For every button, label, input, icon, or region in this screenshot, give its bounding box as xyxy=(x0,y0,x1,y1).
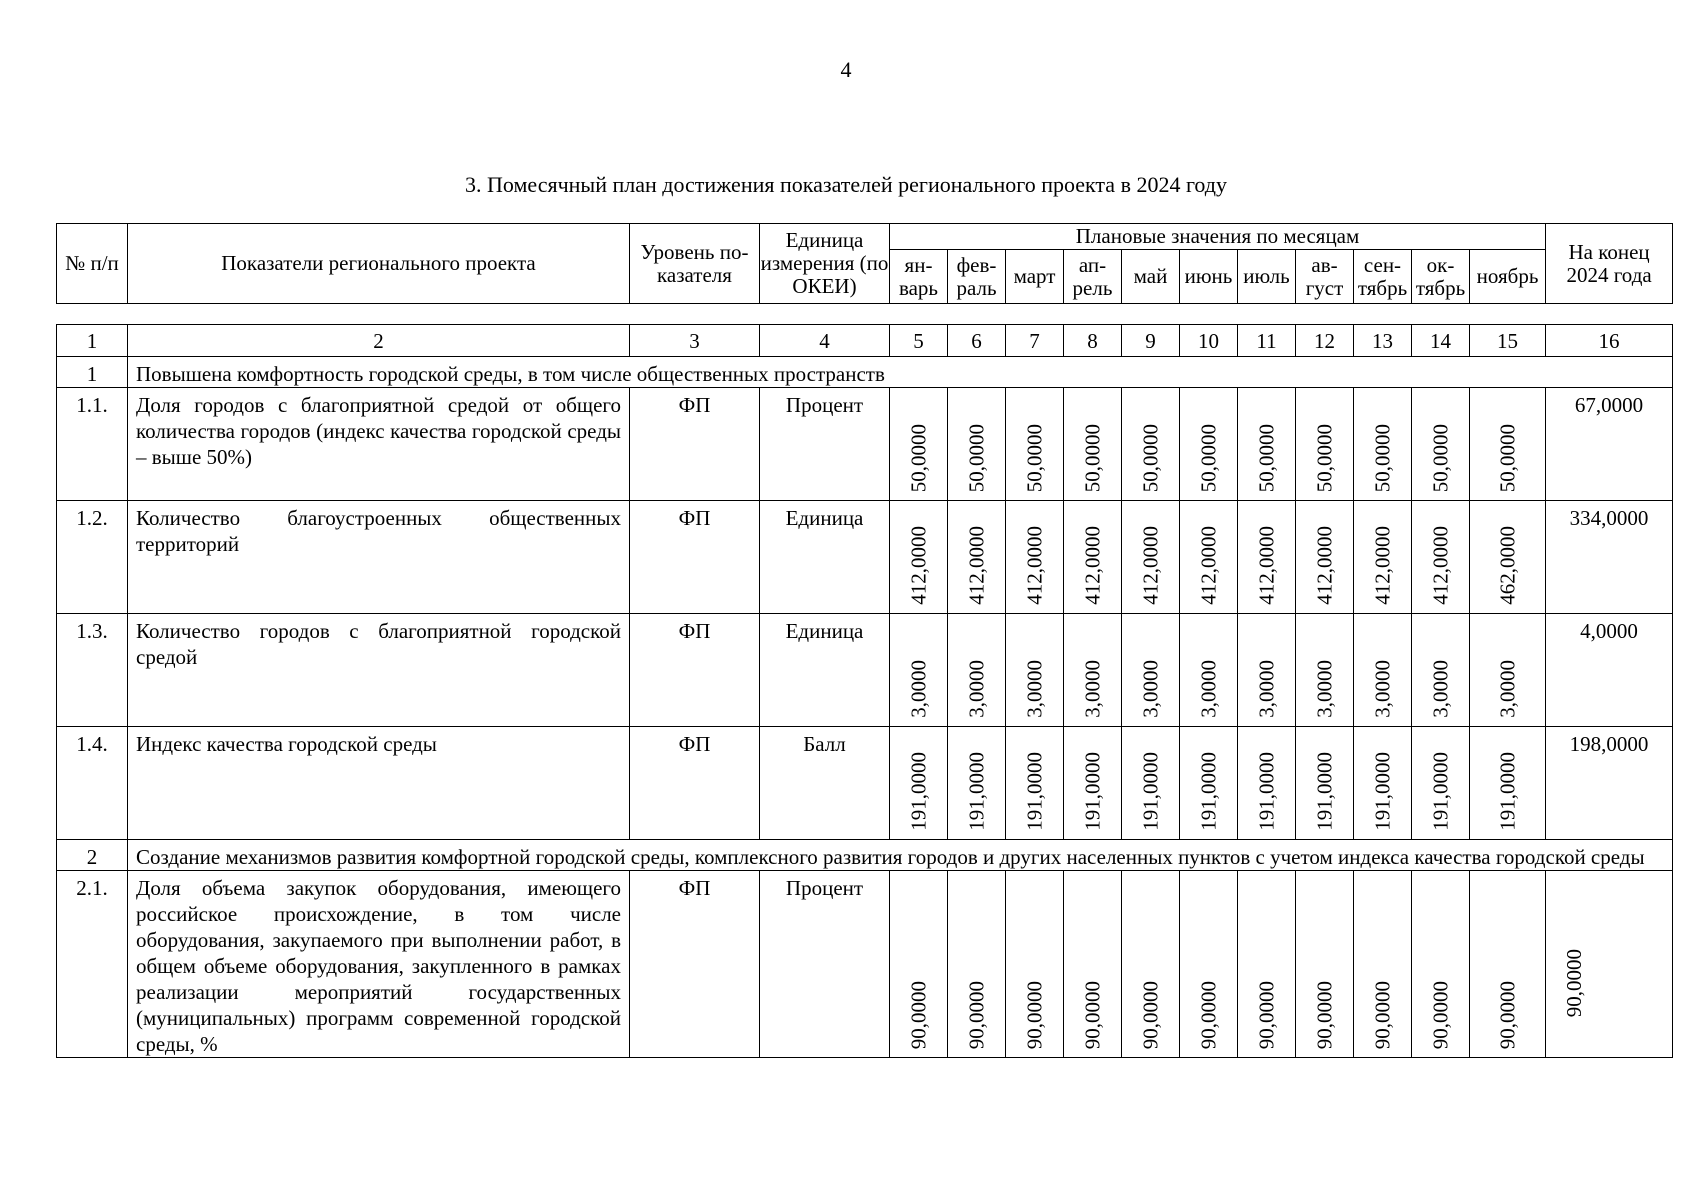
month-value-text: 50,0000 xyxy=(964,423,988,492)
month-value-text: 3,0000 xyxy=(1428,660,1452,718)
month-value-text: 3,0000 xyxy=(1196,660,1220,718)
month-value xyxy=(1064,614,1122,727)
month-value-text: 412,0000 xyxy=(1312,526,1336,605)
month-value xyxy=(1238,614,1296,727)
month-value xyxy=(948,871,1006,1058)
column-number: 8 xyxy=(1064,325,1122,357)
month-value-text: 3,0000 xyxy=(906,660,930,718)
month-value xyxy=(1180,388,1238,501)
month-value xyxy=(1412,614,1470,727)
month-value xyxy=(1354,501,1412,614)
month-value xyxy=(890,727,948,840)
header-month: март xyxy=(1006,250,1064,304)
month-value xyxy=(1296,388,1354,501)
month-value xyxy=(948,501,1006,614)
month-value xyxy=(1180,501,1238,614)
month-value xyxy=(1354,388,1412,501)
column-number: 2 xyxy=(128,325,630,357)
month-value xyxy=(1006,614,1064,727)
month-value-text: 412,0000 xyxy=(964,526,988,605)
header-month: май xyxy=(1122,250,1180,304)
header-month: фев- раль xyxy=(948,250,1006,304)
column-number: 16 xyxy=(1546,325,1673,357)
indicator-unit: Единица xyxy=(760,614,890,727)
month-value xyxy=(1180,614,1238,727)
indicator-name: Доля объема закупок оборудования, имеющего российское происхождение, в том числе оборудования, закупаемого при выполнении работ, в общем объеме оборудования, закупленного в рамках реализации мероприятий государственных (муниципальных) программ современной городской среды, % xyxy=(128,871,630,1058)
month-value-text: 90,0000 xyxy=(906,980,930,1049)
month-value xyxy=(1470,388,1546,501)
month-value xyxy=(1238,388,1296,501)
month-value-text: 191,0000 xyxy=(1022,752,1046,831)
end-year-value: 198,0000 xyxy=(1546,727,1673,840)
row-number: 1.1. xyxy=(57,388,128,501)
month-value-text: 191,0000 xyxy=(906,752,930,831)
month-value-text: 90,0000 xyxy=(964,980,988,1049)
table-header xyxy=(56,223,1673,304)
indicator-level: ФП xyxy=(630,614,760,727)
month-value xyxy=(890,614,948,727)
month-value-text: 3,0000 xyxy=(1370,660,1394,718)
table-row xyxy=(57,871,1673,1058)
month-value-text: 412,0000 xyxy=(1428,526,1452,605)
month-value-text: 50,0000 xyxy=(1428,423,1452,492)
column-number: 13 xyxy=(1354,325,1412,357)
month-value-text: 191,0000 xyxy=(1495,752,1519,831)
indicator-name: Индекс качества городской среды xyxy=(128,727,630,840)
month-value xyxy=(1122,871,1180,1058)
month-value-text: 50,0000 xyxy=(1138,423,1162,492)
month-value-text: 90,0000 xyxy=(1138,980,1162,1049)
month-value-text: 50,0000 xyxy=(1196,423,1220,492)
page-number: 4 xyxy=(840,57,852,82)
month-value-text: 191,0000 xyxy=(1428,752,1452,831)
indicator-unit: Единица xyxy=(760,501,890,614)
month-value-text: 412,0000 xyxy=(1022,526,1046,605)
month-value xyxy=(1470,501,1546,614)
header-month: июнь xyxy=(1180,250,1238,304)
month-value xyxy=(1122,727,1180,840)
month-value-text: 191,0000 xyxy=(1138,752,1162,831)
row-number: 1.3. xyxy=(57,614,128,727)
month-value xyxy=(1064,388,1122,501)
month-value xyxy=(890,871,948,1058)
section-row xyxy=(57,357,1673,388)
indicator-name: Количество городов с благоприятной городской средой xyxy=(128,614,630,727)
indicator-unit: Балл xyxy=(760,727,890,840)
column-number: 4 xyxy=(760,325,890,357)
month-value-text: 90,0000 xyxy=(1428,980,1452,1049)
end-year-value: 4,0000 xyxy=(1546,614,1673,727)
month-value xyxy=(1296,871,1354,1058)
month-value xyxy=(890,501,948,614)
month-value xyxy=(1412,727,1470,840)
row-number: 1.2. xyxy=(57,501,128,614)
month-value xyxy=(1064,501,1122,614)
end-year-value: 334,0000 xyxy=(1546,501,1673,614)
indicators-table xyxy=(56,324,1673,1058)
month-value-text: 50,0000 xyxy=(1370,423,1394,492)
column-number: 14 xyxy=(1412,325,1470,357)
month-value-text: 50,0000 xyxy=(1495,423,1519,492)
column-number: 1 xyxy=(57,325,128,357)
month-value xyxy=(1180,871,1238,1058)
column-number: 11 xyxy=(1238,325,1296,357)
section-title: Создание механизмов развития комфортной городской среды, комплексного развития городов и других населенных пунктов с учетом индекса качества городской среды xyxy=(128,840,1673,871)
indicator-unit: Процент xyxy=(760,388,890,501)
month-value-text: 3,0000 xyxy=(1495,660,1519,718)
month-value xyxy=(1064,727,1122,840)
month-value xyxy=(1122,614,1180,727)
indicator-unit: Процент xyxy=(760,871,890,1058)
month-value xyxy=(1238,501,1296,614)
month-value xyxy=(948,727,1006,840)
month-value-text: 191,0000 xyxy=(1312,752,1336,831)
month-value-text: 50,0000 xyxy=(1312,423,1336,492)
month-value-text: 3,0000 xyxy=(964,660,988,718)
header-month: ноябрь xyxy=(1470,250,1546,304)
month-value xyxy=(1006,727,1064,840)
month-value-text: 191,0000 xyxy=(1254,752,1278,831)
month-value-text: 412,0000 xyxy=(1370,526,1394,605)
indicator-name: Доля городов с благоприятной средой от общего количества городов (индекс качества городской среды – выше 50%) xyxy=(128,388,630,501)
column-number: 5 xyxy=(890,325,948,357)
month-value-text: 90,0000 xyxy=(1312,980,1336,1049)
month-value-text: 412,0000 xyxy=(1080,526,1104,605)
indicator-level: ФП xyxy=(630,727,760,840)
month-value xyxy=(1238,871,1296,1058)
section-title: Повышена комфортность городской среды, в том числе общественных пространств xyxy=(128,357,1673,388)
month-value-text: 3,0000 xyxy=(1138,660,1162,718)
column-number: 9 xyxy=(1122,325,1180,357)
header-unit: Единица измерения (по ОКЕИ) xyxy=(760,224,890,304)
month-value-text: 412,0000 xyxy=(1254,526,1278,605)
month-value xyxy=(948,614,1006,727)
header-plan: Плановые значения по месяцам xyxy=(890,224,1546,250)
row-number: 1.4. xyxy=(57,727,128,840)
month-value xyxy=(1470,871,1546,1058)
month-value-text: 191,0000 xyxy=(1080,752,1104,831)
month-value xyxy=(1412,871,1470,1058)
month-value xyxy=(1354,871,1412,1058)
month-value xyxy=(1180,727,1238,840)
header-month: июль xyxy=(1238,250,1296,304)
indicator-name: Количество благоустроенных общественных территорий xyxy=(128,501,630,614)
month-value-text: 50,0000 xyxy=(906,423,930,492)
month-value xyxy=(1238,727,1296,840)
month-value xyxy=(1006,871,1064,1058)
month-value-text: 50,0000 xyxy=(1080,423,1104,492)
header-num: № п/п xyxy=(57,224,128,304)
month-value-text: 90,0000 xyxy=(1370,980,1394,1049)
header-month: ок- тябрь xyxy=(1412,250,1470,304)
header-month: ап- рель xyxy=(1064,250,1122,304)
month-value xyxy=(1006,388,1064,501)
month-value xyxy=(1470,614,1546,727)
month-value-text: 90,0000 xyxy=(1080,980,1104,1049)
month-value-text: 3,0000 xyxy=(1312,660,1336,718)
month-value xyxy=(1412,501,1470,614)
page-title: 3. Помесячный план достижения показателей регионального проекта в 2024 году xyxy=(464,172,1227,197)
month-value-text: 191,0000 xyxy=(964,752,988,831)
month-value-text: 3,0000 xyxy=(1080,660,1104,718)
header-end-year: На конец 2024 года xyxy=(1546,224,1673,304)
table-row xyxy=(57,727,1673,840)
month-value xyxy=(948,388,1006,501)
column-number: 6 xyxy=(948,325,1006,357)
month-value xyxy=(1296,727,1354,840)
header-month: ян- варь xyxy=(890,250,948,304)
table-row xyxy=(57,614,1673,727)
header-month: сен- тябрь xyxy=(1354,250,1412,304)
month-value-text: 50,0000 xyxy=(1254,423,1278,492)
section-number: 1 xyxy=(57,357,128,388)
month-value xyxy=(1122,501,1180,614)
month-value xyxy=(1064,871,1122,1058)
month-value-text: 90,0000 xyxy=(1495,980,1519,1049)
indicator-level: ФП xyxy=(630,388,760,501)
row-number: 2.1. xyxy=(57,871,128,1058)
month-value-text: 191,0000 xyxy=(1196,752,1220,831)
month-value xyxy=(890,388,948,501)
month-value xyxy=(1354,727,1412,840)
section-row xyxy=(57,840,1673,871)
month-value-text: 412,0000 xyxy=(1196,526,1220,605)
month-value xyxy=(1412,388,1470,501)
month-value xyxy=(1122,388,1180,501)
header-indicators: Показатели регионального проекта xyxy=(128,224,630,304)
month-value-text: 90,0000 xyxy=(1196,980,1220,1049)
column-number: 15 xyxy=(1470,325,1546,357)
header-month: ав- густ xyxy=(1296,250,1354,304)
column-number: 7 xyxy=(1006,325,1064,357)
end-year-value xyxy=(1546,871,1673,1058)
column-number: 3 xyxy=(630,325,760,357)
table-row xyxy=(57,388,1673,501)
month-value-text: 462,0000 xyxy=(1495,526,1519,605)
indicator-level: ФП xyxy=(630,871,760,1058)
month-value-text: 412,0000 xyxy=(1138,526,1162,605)
header-level: Уровень по-казателя xyxy=(630,224,760,304)
month-value-text: 3,0000 xyxy=(1254,660,1278,718)
month-value-text: 50,0000 xyxy=(1022,423,1046,492)
month-value-text: 191,0000 xyxy=(1370,752,1394,831)
indicator-level: ФП xyxy=(630,501,760,614)
month-value xyxy=(1470,727,1546,840)
month-value-text: 412,0000 xyxy=(906,526,930,605)
month-value-text: 90,0000 xyxy=(1022,980,1046,1049)
month-value xyxy=(1296,614,1354,727)
end-year-value-text: 90,0000 xyxy=(1562,948,1586,1017)
section-number: 2 xyxy=(57,840,128,871)
month-value xyxy=(1006,501,1064,614)
month-value xyxy=(1354,614,1412,727)
month-value-text: 3,0000 xyxy=(1022,660,1046,718)
month-value xyxy=(1296,501,1354,614)
month-value-text: 90,0000 xyxy=(1254,980,1278,1049)
end-year-value: 67,0000 xyxy=(1546,388,1673,501)
column-number: 10 xyxy=(1180,325,1238,357)
table-row xyxy=(57,501,1673,614)
column-number: 12 xyxy=(1296,325,1354,357)
